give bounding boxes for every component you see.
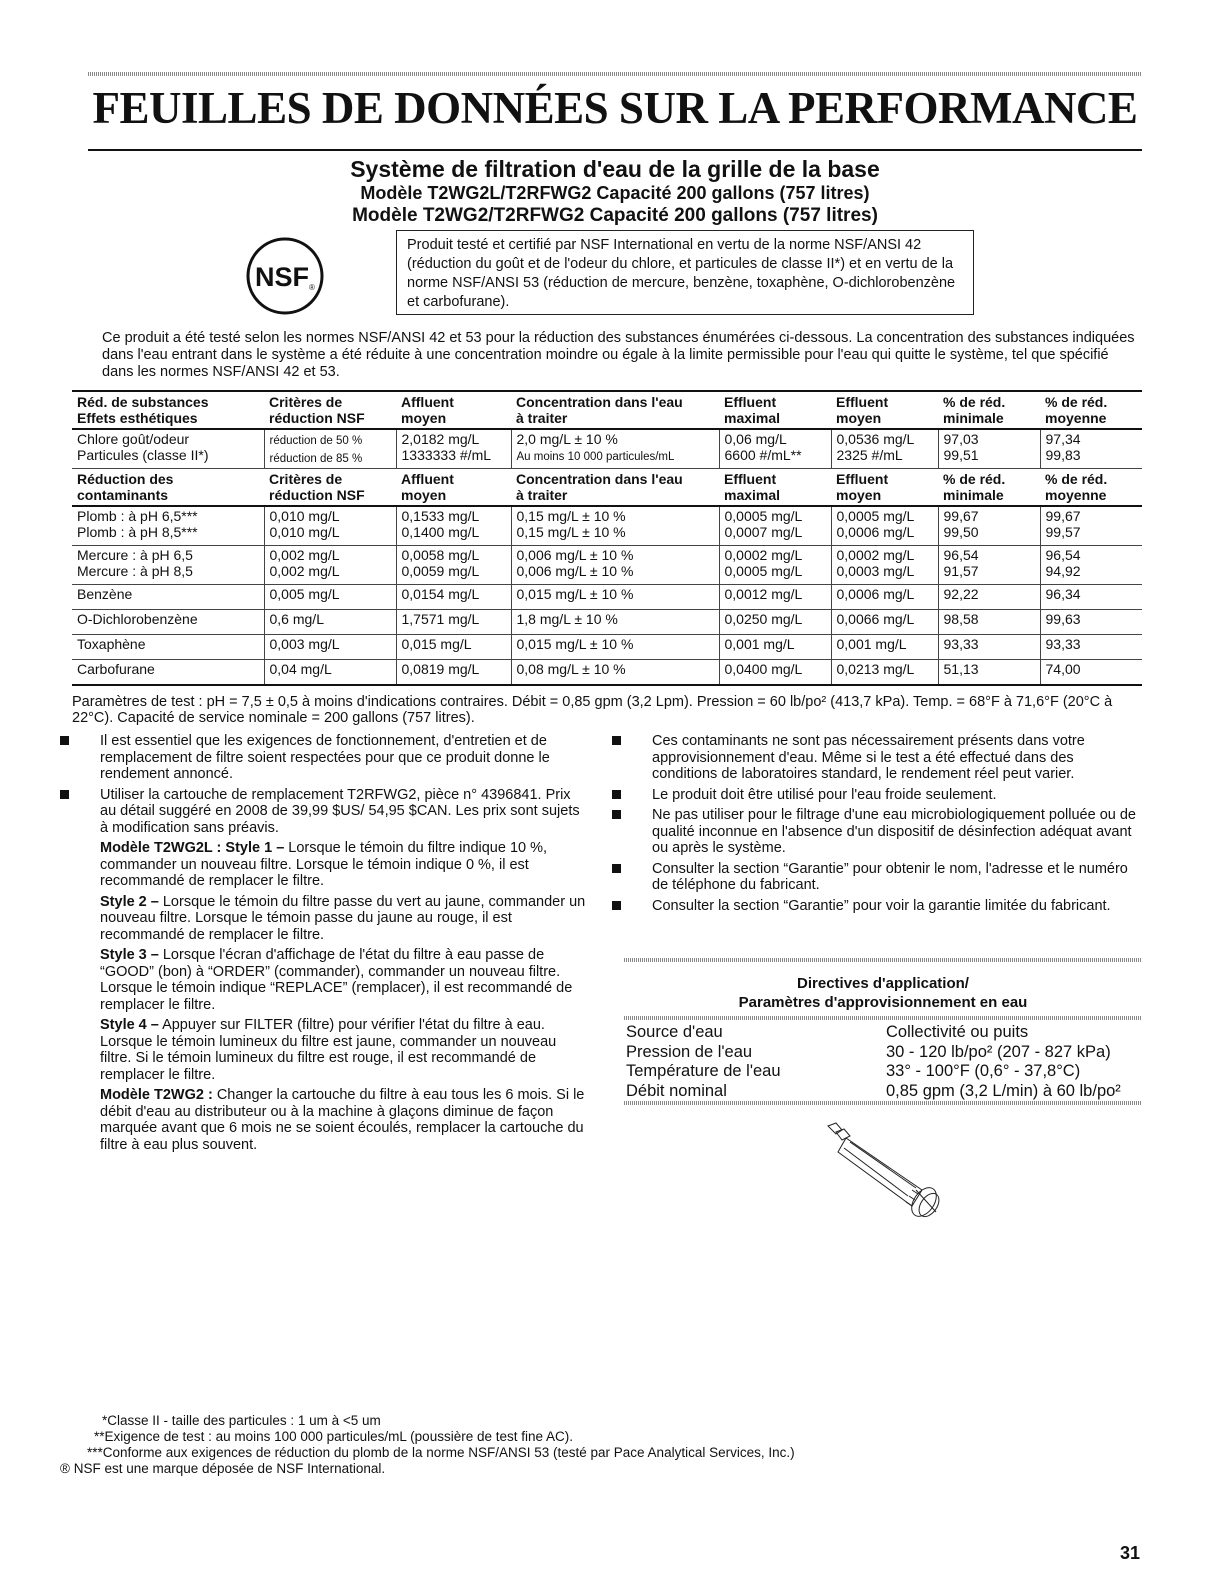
model-line-1: Modèle T2WG2L/T2RFWG2 Capacité 200 gallons (757 litres) bbox=[360, 183, 870, 203]
table-row bbox=[72, 429, 1142, 469]
model-line-2: Modèle T2WG2/T2RFWG2 Capacité 200 gallons (757 litres) bbox=[352, 205, 878, 226]
table-cell: 0,0058 mg/L 0,0059 mg/L bbox=[396, 546, 511, 585]
table-row bbox=[72, 635, 1142, 660]
style3-paragraph: Style 3 – Lorsque l'écran d'affichage de l'état du filtre à eau passe de “GOOD” (bon) à “ORDER” (commander), commander un nouveau filtre. Lorsque le témoin indique “REPLACE” (remplacer), il est recommandé de remplacer le filtre. bbox=[100, 947, 573, 1013]
table-header-cell: % de réd. moyenne bbox=[1040, 469, 1142, 507]
table-cell: 99,63 bbox=[1040, 610, 1142, 635]
directives-box bbox=[624, 958, 1142, 1105]
table-cell: 0,0250 mg/L bbox=[719, 610, 831, 635]
table-cell: 97,03 99,51 bbox=[938, 429, 1040, 469]
table-header-aesthetic bbox=[72, 391, 1142, 429]
table-cell: 0,005 mg/L bbox=[264, 585, 396, 610]
table-row bbox=[72, 585, 1142, 610]
table-cell: 0,08 mg/L ± 10 % bbox=[511, 660, 719, 686]
table-cell: 0,06 mg/L 6600 #/mL** bbox=[719, 429, 831, 469]
system-subtitle: Système de filtration d'eau de la grille de la base bbox=[350, 156, 880, 182]
table-row bbox=[72, 660, 1142, 686]
filter-cartridge-icon bbox=[816, 1120, 956, 1220]
table-cell: O-Dichlorobenzène bbox=[72, 610, 264, 635]
table-cell: 0,010 mg/L 0,010 mg/L bbox=[264, 506, 396, 546]
table-header-cell: Effluent maximal bbox=[719, 469, 831, 507]
table-cell: 0,001 mg/L bbox=[831, 635, 938, 660]
table-cell: 0,0819 mg/L bbox=[396, 660, 511, 686]
footnote-test-requirement: **Exigence de test : au moins 100 000 particules/mL (poussière de test fine AC). bbox=[94, 1429, 574, 1444]
style3-label: Style 3 – bbox=[100, 947, 159, 963]
directives-row: Source d'eau Collectivité ou puits bbox=[626, 1023, 1029, 1041]
style4-paragraph: Style 4 – Appuyer sur FILTER (filtre) pour vérifier l'état du filtre à eau. Lorsque le témoin lumineux du filtre est jaune, commander un nouveau filtre. Si le témoin lumineux du filtre est rouge, il est recommandé de remplacer le filtre. bbox=[100, 1017, 557, 1083]
table-header-cell: % de réd. moyenne bbox=[1040, 391, 1142, 429]
table-cell: 0,15 mg/L ± 10 % 0,15 mg/L ± 10 % bbox=[511, 506, 719, 546]
table-cell: 0,0002 mg/L 0,0005 mg/L bbox=[719, 546, 831, 585]
table-cell: 0,002 mg/L 0,002 mg/L bbox=[264, 546, 396, 585]
directives-top-rule bbox=[624, 958, 1142, 962]
bullet-microbiological: Ne pas utiliser pour le filtrage d'une eau microbiologiquement polluée ou de qualité inconnue en l'absence d'un dispositif de désinfection adéquat avant ou après le système. bbox=[612, 807, 1142, 857]
table-cell: 0,0213 mg/L bbox=[831, 660, 938, 686]
table-cell: 0,0066 mg/L bbox=[831, 610, 938, 635]
table-cell: Toxaphène bbox=[72, 635, 264, 660]
bullet-contaminants: Ces contaminants ne sont pas nécessairement présents dans votre approvisionnement d'eau. Même si le test a été effectué dans des conditions de laboratoires standard, le rendement réel peut varier. bbox=[612, 733, 1142, 783]
table-header-cell: Concentration dans l'eau à traiter bbox=[511, 469, 719, 507]
table-cell: 0,1533 mg/L 0,1400 mg/L bbox=[396, 506, 511, 546]
table-cell: 96,54 91,57 bbox=[938, 546, 1040, 585]
directives-title: Directives d'application/ Paramètres d'approvisionnement en eau bbox=[738, 975, 1028, 1011]
table-cell: Benzène bbox=[72, 585, 264, 610]
table-header-contaminants bbox=[72, 469, 1142, 507]
table-cell: 0,0012 mg/L bbox=[719, 585, 831, 610]
bullet-replacement-part: Utiliser la cartouche de remplacement T2RFWG2, pièce n° 4396841. Prix au détail suggéré en 2008 de 39,99 $US/ 54,95 $CAN. Les prix sont sujets à modification sans préavis. bbox=[60, 787, 590, 837]
table-cell: 0,003 mg/L bbox=[264, 635, 396, 660]
directives-table bbox=[624, 1023, 1142, 1101]
directives-row: Pression de l'eau 30 - 120 lb/po² (207 - 827 kPa) bbox=[626, 1042, 1111, 1061]
table-cell: 2,0 mg/L ± 10 % Au moins 10 000 particules/mL bbox=[511, 429, 719, 469]
table-cell: 0,0006 mg/L bbox=[831, 585, 938, 610]
table-cell: 96,54 94,92 bbox=[1040, 546, 1142, 585]
footnotes bbox=[60, 1413, 1060, 1477]
directives-row: Débit nominal 0,85 gpm (3,2 L/min) à 60 lb/po² bbox=[626, 1081, 1121, 1100]
table-cell: 92,22 bbox=[938, 585, 1040, 610]
table-header-cell: Réd. de substances Effets esthétiques bbox=[72, 391, 264, 429]
table-cell: 97,34 99,83 bbox=[1040, 429, 1142, 469]
model-t2wg2-label: Modèle T2WG2 : bbox=[100, 1087, 213, 1103]
table-cell: 0,006 mg/L ± 10 % 0,006 mg/L ± 10 % bbox=[511, 546, 719, 585]
table-cell: réduction de 50 % réduction de 85 % bbox=[264, 429, 396, 469]
bullet-requirements: Il est essentiel que les exigences de fonctionnement, d'entretien et de remplacement de filtre soient respectées pour que ce produit donne le rendement annoncé. bbox=[60, 733, 590, 783]
table-header-cell: Critères de réduction NSF bbox=[264, 391, 396, 429]
style1-label: Modèle T2WG2L : Style 1 – bbox=[100, 840, 285, 856]
table-header-cell: Effluent maximal bbox=[719, 391, 831, 429]
table-cell: 0,015 mg/L ± 10 % bbox=[511, 635, 719, 660]
model-t2wg2-paragraph: Modèle T2WG2 : Changer la cartouche du filtre à eau tous les 6 mois. Si le débit d'eau au distributeur ou à la machine à glaçons diminue de façon marquée avant que 6 mois ne se soient écoulés, remplacer la cartouche du filtre à eau plus souvent. bbox=[100, 1087, 585, 1153]
table-cell: 99,67 99,50 bbox=[938, 506, 1040, 546]
footnote-class-ii: *Classe II - taille des particules : 1 um à <5 um bbox=[102, 1413, 381, 1428]
table-cell: 74,00 bbox=[1040, 660, 1142, 686]
table-cell: Chlore goût/odeur Particules (classe II*) bbox=[72, 429, 264, 469]
table-header-cell: Réduction des contaminants bbox=[72, 469, 264, 507]
table-row bbox=[72, 506, 1142, 546]
page-number: 31 bbox=[1119, 1543, 1140, 1563]
table-cell: 0,001 mg/L bbox=[719, 635, 831, 660]
table-cell: 0,0005 mg/L 0,0006 mg/L bbox=[831, 506, 938, 546]
table-cell: 99,67 99,57 bbox=[1040, 506, 1142, 546]
table-cell: Carbofurane bbox=[72, 660, 264, 686]
nsf-logo-icon bbox=[245, 236, 325, 316]
table-cell: 0,04 mg/L bbox=[264, 660, 396, 686]
nsf-logo-text: NSF bbox=[255, 262, 309, 292]
table-cell: 0,0154 mg/L bbox=[396, 585, 511, 610]
performance-table bbox=[72, 390, 1142, 686]
table-cell: 1,7571 mg/L bbox=[396, 610, 511, 635]
bullet-warranty-contact: Consulter la section “Garantie” pour obtenir le nom, l'adresse et le numéro de téléphone du fabricant. bbox=[612, 861, 1142, 894]
table-cell: 98,58 bbox=[938, 610, 1040, 635]
left-column bbox=[60, 733, 590, 1157]
table-cell: 2,0182 mg/L 1333333 #/mL bbox=[396, 429, 511, 469]
table-header-cell: Concentration dans l'eau à traiter bbox=[511, 391, 719, 429]
table-header-cell: % de réd. minimale bbox=[938, 391, 1040, 429]
footnote-lead: ***Conforme aux exigences de réduction du plomb de la norme NSF/ANSI 53 (testé par Pace Analytical Services, Inc.) bbox=[87, 1445, 795, 1460]
style4-label: Style 4 – bbox=[100, 1017, 159, 1033]
table-cell: 96,34 bbox=[1040, 585, 1142, 610]
bullet-cold-water: Le produit doit être utilisé pour l'eau froide seulement. bbox=[612, 787, 1142, 804]
table-cell: Mercure : à pH 6,5 Mercure : à pH 8,5 bbox=[72, 546, 264, 585]
table-cell: 0,015 mg/L bbox=[396, 635, 511, 660]
table-header-cell: Critères de réduction NSF bbox=[264, 469, 396, 507]
table-row bbox=[72, 610, 1142, 635]
footnote-trademark: ® NSF est une marque déposée de NSF International. bbox=[60, 1461, 386, 1476]
title-rule bbox=[88, 149, 1142, 151]
svg-text:®: ® bbox=[309, 283, 315, 292]
certification-box: Produit testé et certifié par NSF International en vertu de la norme NSF/ANSI 42 (réduction du goût et de l'odeur du chlore, et particules de classe II*) et en vertu de la norme NSF/ANSI 53 (réduction de mercure, benzène, toxaphène, O-dichlorobenzène et carbofurane). bbox=[396, 230, 974, 315]
directives-row: Température de l'eau 33° - 100°F (0,6° - 37,8°C) bbox=[626, 1062, 1081, 1080]
table-cell: 0,0002 mg/L 0,0003 mg/L bbox=[831, 546, 938, 585]
directives-mid-rule bbox=[624, 1016, 1142, 1020]
table-cell: 0,0536 mg/L 2325 #/mL bbox=[831, 429, 938, 469]
table-cell: 93,33 bbox=[1040, 635, 1142, 660]
table-cell: 0,0400 mg/L bbox=[719, 660, 831, 686]
table-cell: 0,6 mg/L bbox=[264, 610, 396, 635]
table-cell: 51,13 bbox=[938, 660, 1040, 686]
table-header-cell: Affluent moyen bbox=[396, 391, 511, 429]
page-title: FEUILLES DE DONNÉES SUR LA PERFORMANCE bbox=[92, 83, 1138, 133]
style2-label: Style 2 – bbox=[100, 893, 159, 910]
right-column bbox=[612, 733, 1142, 918]
table-header-cell: % de réd. minimale bbox=[938, 469, 1040, 507]
table-row bbox=[72, 546, 1142, 585]
top-hatched-rule bbox=[88, 72, 1142, 76]
table-header-cell: Effluent moyen bbox=[831, 391, 938, 429]
table-cell: 0,0005 mg/L 0,0007 mg/L bbox=[719, 506, 831, 546]
table-header-cell: Affluent moyen bbox=[396, 469, 511, 507]
intro-paragraph: Ce produit a été testé selon les normes NSF/ANSI 42 et 53 pour la réduction des substances énumérées ci-dessous. La concentration des substances indiquées dans l'eau entrant dans le système a été réduite à une concentration moindre ou égale à la limite permissible pour l'eau qui quitte le système, tel que spécifié dans les normes NSF/ANSI 42 et 53. bbox=[102, 330, 1135, 380]
style2-paragraph: Style 2 – Lorsque le témoin du filtre passe du vert au jaune, commander un nouveau filtre. Lorsque le témoin passe du jaune au rouge, il est recommandé de remplacer le filtre. bbox=[100, 893, 586, 943]
directives-bottom-rule bbox=[624, 1101, 1142, 1105]
table-cell: Plomb : à pH 6,5*** Plomb : à pH 8,5*** bbox=[72, 506, 264, 546]
style1-paragraph: Modèle T2WG2L : Style 1 – Lorsque le témoin du filtre indique 10 %, commander un nouveau filtre. Lorsque le témoin indique 0 %, il est recommandé de remplacer le filtre. bbox=[100, 840, 548, 889]
test-parameters: Paramètres de test : pH = 7,5 ± 0,5 à moins d'indications contraires. Débit = 0,85 gpm (3,2 Lpm). Pression = 60 lb/po² (413,7 kPa). Temp. = 68°F à 71,6°F (20°C à 22°C). Capacité de service nominale = 200 gallons (757 litres). bbox=[72, 694, 1113, 726]
table-cell: 1,8 mg/L ± 10 % bbox=[511, 610, 719, 635]
table-cell: 93,33 bbox=[938, 635, 1040, 660]
bullet-warranty-limited: Consulter la section “Garantie” pour voir la garantie limitée du fabricant. bbox=[612, 898, 1142, 915]
table-cell: 0,015 mg/L ± 10 % bbox=[511, 585, 719, 610]
table-header-cell: Effluent moyen bbox=[831, 469, 938, 507]
